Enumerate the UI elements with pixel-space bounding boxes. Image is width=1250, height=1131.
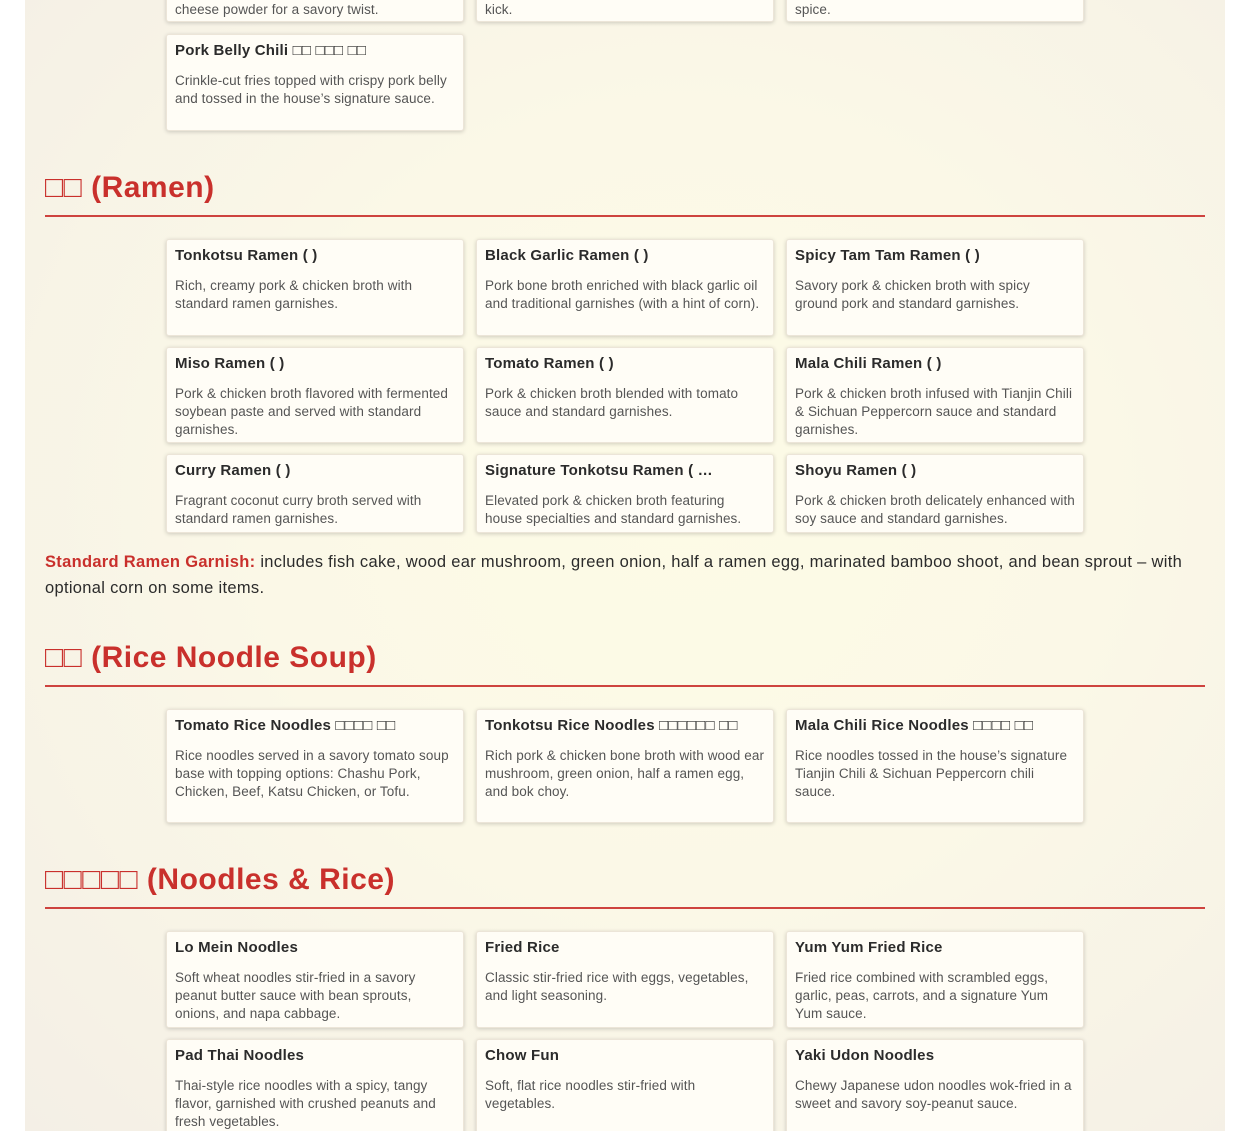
- menu-item-description: Fried rice combined with scrambled eggs, garlic, peas, carrots, and a signature Yum Yum sauce.: [795, 970, 1049, 1021]
- menu-item-description: Savory pork & chicken broth with spicy ground pork and standard garnishes.: [795, 278, 1030, 311]
- menu-item-name: Tonkotsu Ramen ( ): [175, 248, 318, 264]
- menu-item-description: Pork bone broth enriched with black garlic oil and traditional garnishes (with a hint of corn).: [485, 278, 760, 311]
- menu-item-card[interactable]: [166, 1039, 464, 1131]
- menu-item-description: Pork & chicken broth infused with Tianjin Chili & Sichuan Peppercorn sauce and standard garnishes.: [795, 386, 1073, 437]
- menu-item-card[interactable]: [166, 34, 464, 131]
- menu-item-card[interactable]: [166, 347, 464, 443]
- menu-item-description: spice.: [795, 2, 831, 17]
- menu-item-name: Yaki Udon Noodles: [795, 1048, 935, 1064]
- section-title-noodles-rice: □□□□□ (Noodles & Rice): [45, 863, 395, 896]
- menu-item-name: Chow Fun: [485, 1048, 560, 1064]
- menu-item-name: Fried Rice: [485, 940, 560, 956]
- menu-item-name: Yum Yum Fried Rice: [795, 940, 943, 956]
- menu-item-card[interactable]: [476, 709, 774, 823]
- menu-item-card[interactable]: [166, 454, 464, 533]
- menu-item-card[interactable]: [476, 0, 774, 22]
- menu-item-card[interactable]: [476, 347, 774, 443]
- menu-item-name: Black Garlic Ramen ( ): [485, 248, 649, 264]
- section-divider: [45, 907, 1205, 909]
- menu-page: [25, 0, 1225, 1131]
- menu-item-description: Fragrant coconut curry broth served with standard ramen garnishes.: [175, 493, 422, 526]
- menu-item-card[interactable]: [476, 1039, 774, 1131]
- menu-item-name: Tomato Ramen ( ): [485, 356, 614, 372]
- menu-item-name: Lo Mein Noodles: [175, 940, 298, 956]
- menu-item-name: Miso Ramen ( ): [175, 356, 285, 372]
- menu-item-card[interactable]: [166, 709, 464, 823]
- menu-item-card[interactable]: [166, 931, 464, 1028]
- menu-item-card[interactable]: [786, 0, 1084, 22]
- garnish-text: includes fish cake, wood ear mushroom, green onion, half a ramen egg, marinated bamboo shoot, and bean sprout – with optional corn on some items.: [45, 553, 1183, 597]
- menu-item-card[interactable]: [476, 931, 774, 1028]
- menu-item-description: Rich pork & chicken bone broth with wood ear mushroom, green onion, half a ramen egg, and bok choy.: [485, 748, 765, 799]
- menu-item-description: Thai-style rice noodles with a spicy, tangy flavor, garnished with crushed peanuts and fresh vegetables.: [175, 1078, 436, 1129]
- menu-item-description: cheese powder for a savory twist.: [175, 2, 379, 17]
- menu-item-name: Pork Belly Chili □□ □□□ □□: [175, 43, 367, 59]
- menu-item-description: Rice noodles served in a savory tomato soup base with topping options: Chashu Pork, Chicken, Beef, Katsu Chicken, or Tofu.: [175, 748, 449, 799]
- menu-item-card[interactable]: [166, 239, 464, 336]
- menu-item-description: Elevated pork & chicken broth featuring house specialties and standard garnishes.: [485, 493, 742, 526]
- menu-item-card[interactable]: [786, 1039, 1084, 1131]
- menu-item-card[interactable]: [166, 0, 464, 22]
- section-title-rice-noodle-soup: □□ (Rice Noodle Soup): [45, 641, 377, 674]
- menu-item-card[interactable]: [476, 454, 774, 533]
- menu-item-name: Curry Ramen ( ): [175, 463, 291, 479]
- menu-item-description: Pork & chicken broth blended with tomato sauce and standard garnishes.: [485, 386, 739, 419]
- menu-item-card[interactable]: [786, 931, 1084, 1028]
- menu-item-description: Rice noodles tossed in the house’s signature Tianjin Chili & Sichuan Peppercorn chili sauce.: [795, 748, 1068, 799]
- menu-item-description: Classic stir-fried rice with eggs, vegetables, and light seasoning.: [485, 970, 749, 1003]
- menu-item-description: Pork & chicken broth flavored with fermented soybean paste and served with standard garnishes.: [175, 386, 449, 437]
- section-divider: [45, 685, 1205, 687]
- menu-item-description: Soft, flat rice noodles stir-fried with vegetables.: [485, 1078, 696, 1111]
- menu-item-name: Tomato Rice Noodles □□□□ □□: [175, 718, 396, 734]
- menu-item-description: Soft wheat noodles stir-fried in a savory peanut butter sauce with bean sprouts, onions, and napa cabbage.: [175, 970, 416, 1021]
- menu-item-name: Mala Chili Rice Noodles □□□□ □□: [795, 718, 1034, 734]
- menu-item-name: Signature Tonkotsu Ramen ( …: [485, 463, 713, 479]
- menu-item-name: Shoyu Ramen ( ): [795, 463, 917, 479]
- menu-item-description: Crinkle-cut fries topped with crispy pork belly and tossed in the house’s signature sauce.: [175, 73, 447, 106]
- menu-item-description: Chewy Japanese udon noodles wok-fried in a sweet and savory soy-peanut sauce.: [795, 1078, 1072, 1111]
- menu-item-name: Pad Thai Noodles: [175, 1048, 305, 1064]
- menu-item-card[interactable]: [786, 347, 1084, 443]
- menu-item-card[interactable]: [786, 709, 1084, 823]
- menu-item-description: kick.: [485, 2, 513, 17]
- menu-item-card[interactable]: [476, 239, 774, 336]
- menu-item-name: Mala Chili Ramen ( ): [795, 356, 942, 372]
- menu-item-name: Tonkotsu Rice Noodles □□□□□□ □□: [485, 718, 738, 734]
- menu-item-description: Pork & chicken broth delicately enhanced with soy sauce and standard garnishes.: [795, 493, 1075, 526]
- ramen-garnish-note: [45, 549, 1195, 601]
- section-title-ramen: □□ (Ramen): [45, 171, 215, 204]
- menu-item-description: Rich, creamy pork & chicken broth with standard ramen garnishes.: [175, 278, 413, 311]
- section-divider: [45, 215, 1205, 217]
- menu-item-name: Spicy Tam Tam Ramen ( ): [795, 248, 980, 264]
- menu-item-card[interactable]: [786, 239, 1084, 336]
- menu-item-card[interactable]: [786, 454, 1084, 533]
- garnish-label: Standard Ramen Garnish:: [45, 553, 256, 571]
